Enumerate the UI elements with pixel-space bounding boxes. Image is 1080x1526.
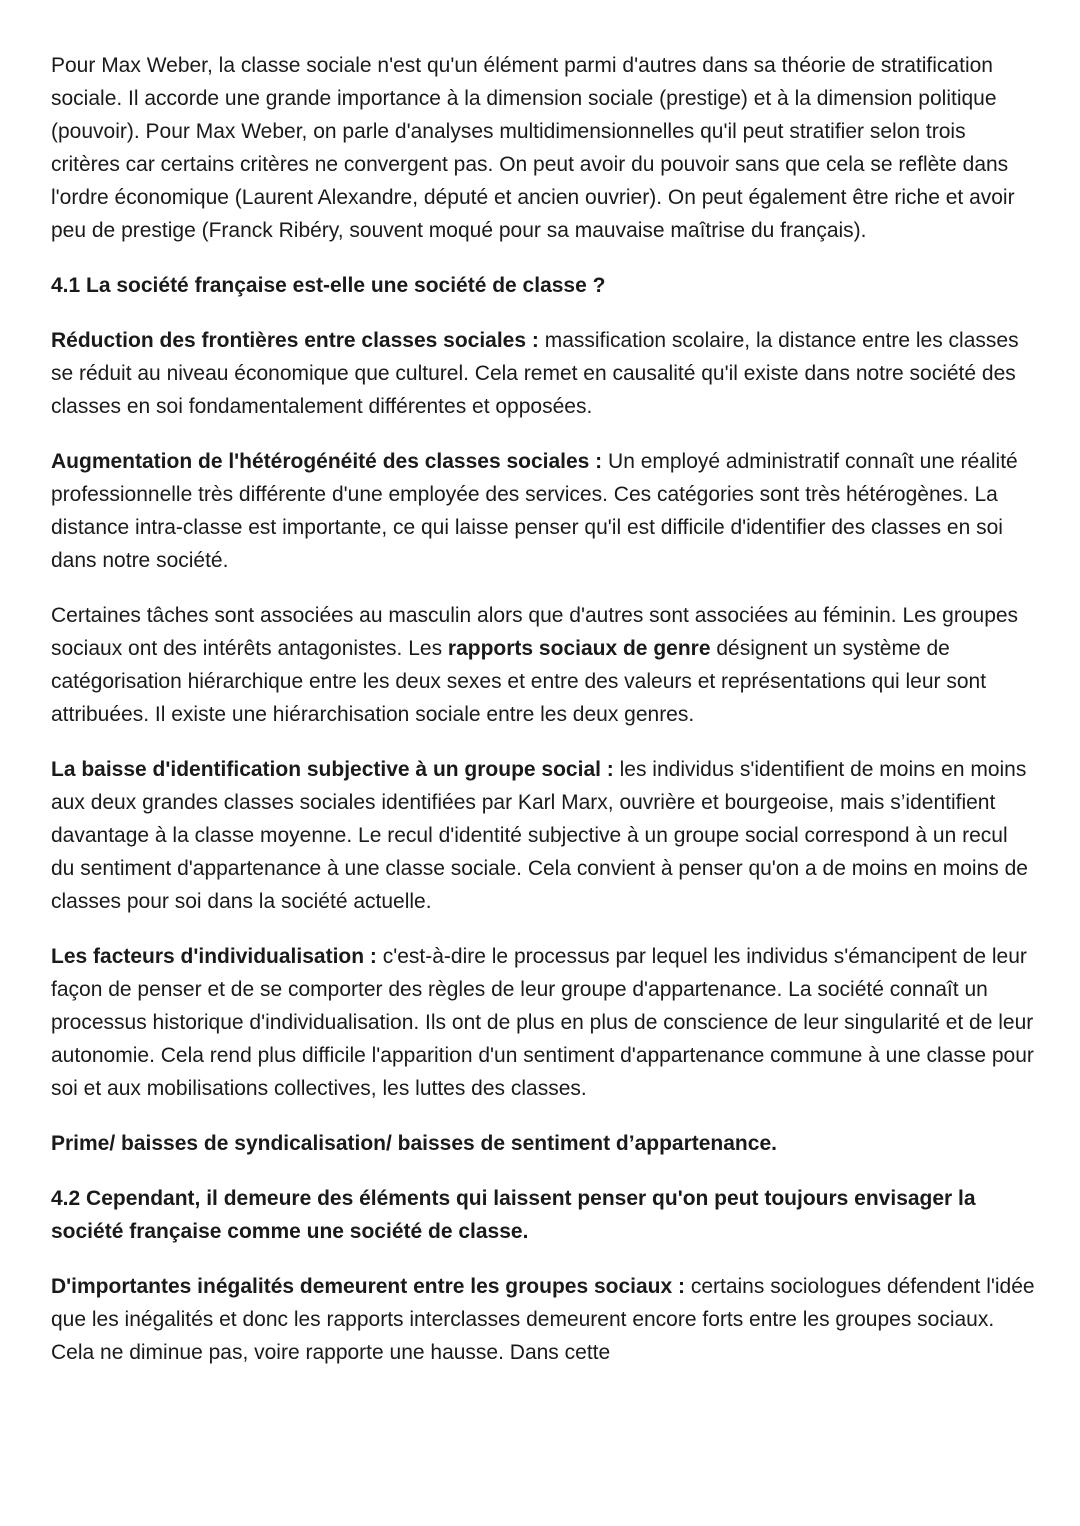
paragraph-individualisation xyxy=(51,940,1036,1105)
paragraph-lead: La baisse d'identification subjective à un groupe social : xyxy=(51,758,614,781)
paragraph-lead: Prime/ baisses de syndicalisation/ baisses de sentiment d’appartenance. xyxy=(51,1132,777,1155)
paragraph-bold-term: rapports sociaux de genre xyxy=(447,637,711,660)
paragraph-identification xyxy=(51,753,1036,918)
paragraph-lead: D'importantes inégalités demeurent entre les groupes sociaux : xyxy=(51,1275,685,1298)
paragraph-inegalites xyxy=(51,1270,1036,1369)
paragraph-text: c'est-à-dire le processus par lequel les individus s'émancipent de leur façon de penser et de se comporter des règles de leur groupe d'appartenance. La société connaît un processus historique d'individualisation. Ils ont de plus en plus de conscience de leur singularité et de leur autonomie. Cela rend plus difficile l'apparition d'un sentiment d'appartenance commune à une classe pour soi et aux mobilisations collectives, les luttes des classes. xyxy=(51,945,1034,1100)
paragraph-syndicalisation xyxy=(51,1127,1036,1160)
paragraph-genre xyxy=(51,599,1036,731)
paragraph-lead: Réduction des frontières entre classes sociales : xyxy=(51,329,539,352)
paragraph-text: désignent un système de catégorisation hiérarchique entre les deux sexes et entre des valeurs et représentations qui leur sont attribuées. Il existe une hiérarchisation sociale entre les deux genres. xyxy=(51,637,987,726)
paragraph-text: les individus s'identifient de moins en moins aux deux grandes classes sociales identifiées par Karl Marx, ouvrière et bourgeoise, mais s’identifient davantage à la classe moyenne. Le recul d'identité subjective à un groupe social correspond à un recul du sentiment d'appartenance à une classe sociale. Cela convient à penser qu'on a de moins en moins de classes pour soi dans la société actuelle. xyxy=(51,758,1028,913)
paragraph-text: Pour Max Weber, la classe sociale n'est qu'un élément parmi d'autres dans sa théorie de stratification sociale. Il accorde une grande importance à la dimension sociale (prestige) et à la dimension politique (pouvoir). Pour Max Weber, on parle d'analyses multidimensionnelles qu'il peut stratifier selon trois critères car certains critères ne convergent pas. On peut avoir du pouvoir sans que cela se reflète dans l'ordre économique (Laurent Alexandre, député et ancien ouvrier). On peut également être riche et avoir peu de prestige (Franck Ribéry, souvent moqué pour sa mauvaise maîtrise du français). xyxy=(51,54,1015,242)
paragraph-lead: Les facteurs d'individualisation : xyxy=(51,945,377,968)
paragraph-text: massification scolaire, la distance entre les classes se réduit au niveau économique que culturel. Cela remet en causalité qu'il existe dans notre société des classes en soi fondamentalement différentes et opposées. xyxy=(51,329,1019,418)
heading-text: 4.1 La société française est-elle une société de classe ? xyxy=(51,274,606,297)
heading-4-2 xyxy=(51,1182,1036,1248)
paragraph-text: Certaines tâches sont associées au masculin alors que d'autres sont associées au féminin. Les groupes sociaux ont des intérêts antagonistes. Les xyxy=(51,604,1019,660)
heading-text: 4.2 Cependant, il demeure des éléments qui laissent penser qu'on peut toujours envisager la société française comme une société de classe. xyxy=(51,1187,976,1243)
paragraph-lead: Augmentation de l'hétérogénéité des classes sociales : xyxy=(51,450,603,473)
document-page xyxy=(51,49,1036,1391)
heading-4-1 xyxy=(51,269,1036,302)
paragraph-reduction-frontieres xyxy=(51,324,1036,423)
paragraph-heterogeneite xyxy=(51,445,1036,577)
paragraph-text: Un employé administratif connaît une réalité professionnelle très différente d'une employée des services. Ces catégories sont très hétérogènes. La distance intra-classe est importante, ce qui laisse penser qu'il est difficile d'identifier des classes en soi dans notre société. xyxy=(51,450,1018,572)
paragraph-text: certains sociologues défendent l'idée que les inégalités et donc les rapports interclasses demeurent encore forts entre les groupes sociaux. Cela ne diminue pas, voire rapporte une hausse. Dans cette xyxy=(51,1275,1035,1364)
paragraph-weber xyxy=(51,49,1036,247)
